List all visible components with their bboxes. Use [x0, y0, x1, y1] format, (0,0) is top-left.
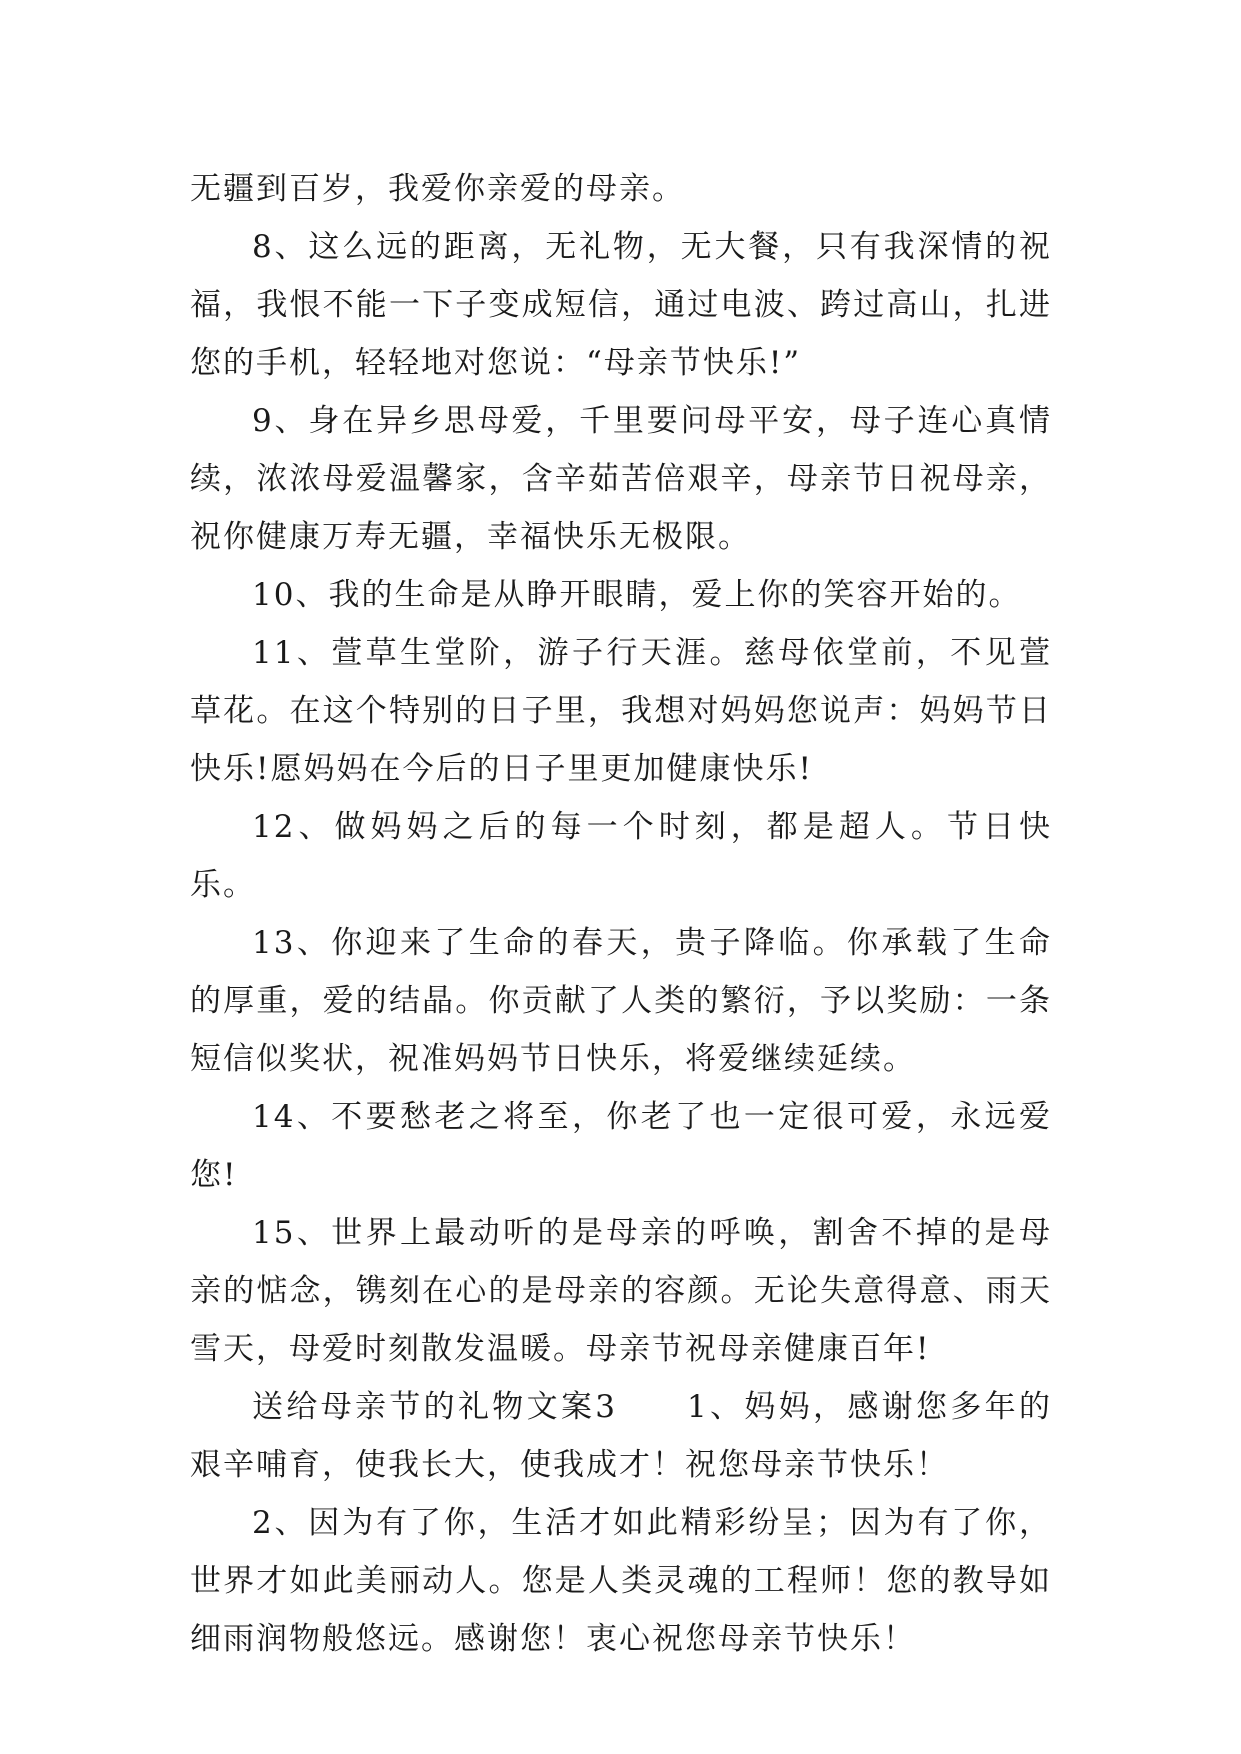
- paragraph-0: 无疆到百岁，我爱你亲爱的母亲。: [190, 171, 685, 207]
- paragraph-1: 8、这么远的距离，无礼物，无大餐，只有我深情的祝福，我恨不能一下子变成短信，通过电波、跨过高山，扎进您的手机，轻轻地对您说：“母亲节快乐!”: [190, 229, 1052, 381]
- paragraph-9: 送给母亲节的礼物文案3 1、妈妈，感谢您多年的艰辛哺育，使我长大，使我成才！祝您母亲节快乐！: [190, 1389, 1052, 1483]
- paragraph-7: 14、不要愁老之将至，你老了也一定很可爱，永远爱您!: [190, 1099, 1052, 1193]
- paragraph-6: 13、你迎来了生命的春天，贵子降临。你承载了生命的厚重，爱的结晶。你贡献了人类的繁衍，予以奖励：一条短信似奖状，祝准妈妈节日快乐，将爱继续延续。: [190, 925, 1052, 1077]
- paragraph-8: 15、世界上最动听的是母亲的呼唤，割舍不掉的是母亲的惦念，镌刻在心的是母亲的容颜。无论失意得意、雨天雪天，母爱时刻散发温暖。母亲节祝母亲健康百年!: [190, 1215, 1052, 1367]
- paragraph-2: 9、身在异乡思母爱，千里要问母平安，母子连心真情续，浓浓母爱温馨家，含辛茹苦倍艰辛，母亲节日祝母亲，祝你健康万寿无疆，幸福快乐无极限。: [190, 403, 1052, 555]
- paragraph-3: 10、我的生命是从睁开眼睛，爱上你的笑容开始的。: [252, 577, 1022, 613]
- document-body: [190, 160, 1052, 1668]
- paragraph-4: 11、萱草生堂阶，游子行天涯。慈母依堂前，不见萱草花。在这个特别的日子里，我想对妈妈您说声：妈妈节日快乐!愿妈妈在今后的日子里更加健康快乐!: [190, 635, 1052, 787]
- paragraph-10: 2、因为有了你，生活才如此精彩纷呈；因为有了你，世界才如此美丽动人。您是人类灵魂的工程师！您的教导如细雨润物般悠远。感谢您！衷心祝您母亲节快乐！: [190, 1505, 1052, 1657]
- paragraph-5: 12、做妈妈之后的每一个时刻，都是超人。节日快乐。: [190, 809, 1052, 903]
